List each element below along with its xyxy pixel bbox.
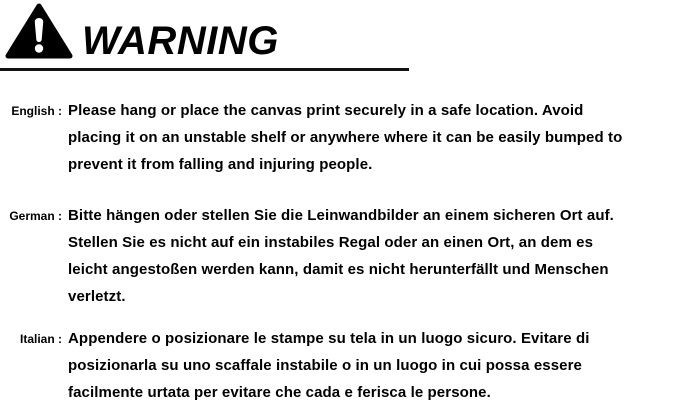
text-line: Appendere o posizionare le stampe su tela in un luogo sicuro. Evitare di <box>68 330 590 347</box>
language-label-italian: Italian : <box>19 332 62 346</box>
section-english <box>0 97 679 178</box>
header-underline <box>0 68 409 71</box>
text-line: placing it on an unstable shelf or anywhere where it can be easily bumped to <box>68 129 623 146</box>
language-label-german: German : <box>9 209 62 223</box>
warning-text-italian <box>68 325 679 401</box>
warning-triangle-icon <box>5 3 73 59</box>
text-line: Stellen Sie es nicht auf ein instabiles Regal oder an einen Ort, an dem es <box>68 234 594 251</box>
language-label-english: English : <box>11 104 62 118</box>
text-line: leicht angestoßen werden kann, damit es nicht herunterfällt und Menschen <box>68 261 609 278</box>
warning-title: WARNING <box>82 19 279 63</box>
text-line: facilmente urtata per evitare che cada e ferisca le persone. <box>68 384 491 401</box>
text-line: Bitte hängen oder stellen Sie die Leinwandbilder an einem sicheren Ort auf. <box>68 207 614 224</box>
warning-header <box>0 0 679 72</box>
warning-text-german <box>68 202 679 310</box>
section-german <box>0 202 679 310</box>
section-italian <box>0 325 679 401</box>
text-line: verletzt. <box>68 288 126 305</box>
text-line: posizionarla su uno scaffale instabile o in un luogo in cui possa essere <box>68 357 582 374</box>
warning-text-english <box>68 97 679 178</box>
text-line: Please hang or place the canvas print securely in a safe location. Avoid <box>68 102 584 119</box>
text-line: prevent it from falling and injuring people. <box>68 156 373 173</box>
